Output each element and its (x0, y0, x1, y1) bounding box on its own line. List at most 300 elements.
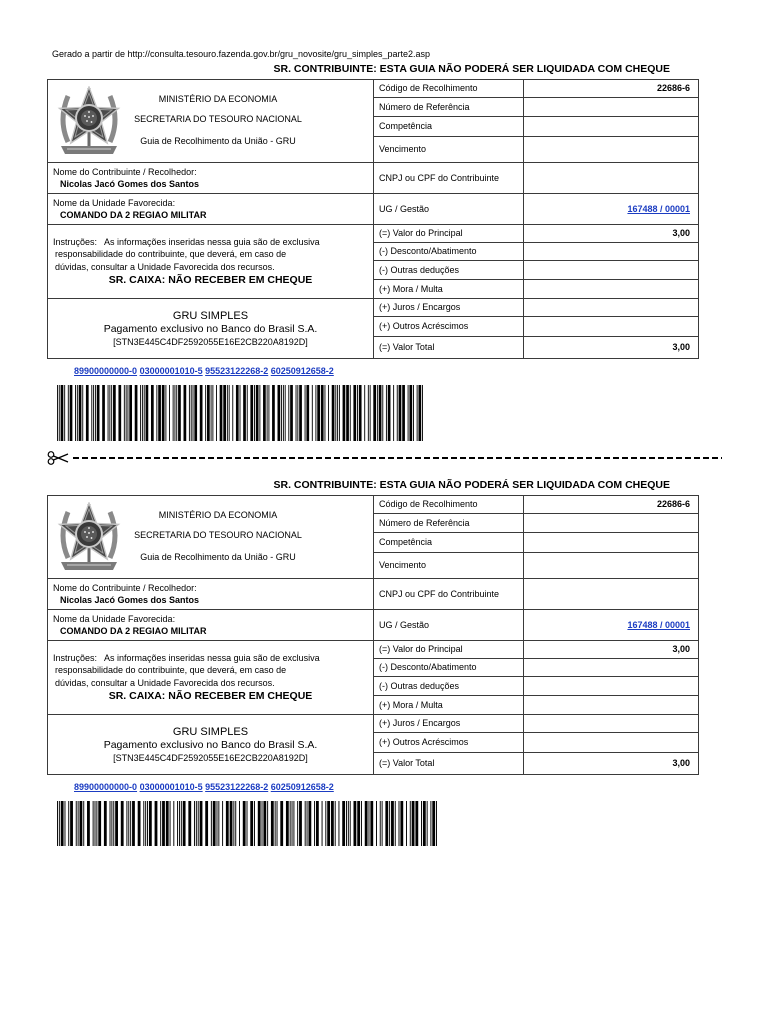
barcode-bar (110, 801, 111, 846)
barcode-bar (368, 385, 369, 441)
barcode-bar (128, 801, 129, 846)
barcode-bar (399, 385, 402, 441)
barcode-bar (174, 385, 175, 441)
beneficiary-label: Nome da Unidade Favorecida: (53, 613, 176, 624)
barcode-bar (305, 801, 306, 846)
barcode-bar (421, 801, 422, 846)
barcode-bar (138, 801, 141, 846)
barcode-bar (177, 801, 178, 846)
field-value-other-additions (524, 733, 699, 753)
payment-block (48, 299, 374, 359)
barcode-bar (422, 385, 423, 441)
barcode-bar (312, 385, 313, 441)
barcode-bar (331, 801, 334, 846)
barcode-bar (317, 385, 320, 441)
barcode-bar (409, 385, 412, 441)
barcode-bar (321, 385, 324, 441)
barcode-bar (109, 385, 110, 441)
secretariat-name: SECRETARIA DO TESOURO NACIONAL (134, 114, 302, 124)
barcode-bar (95, 801, 96, 846)
barcode-bar (335, 385, 336, 441)
barcode-bar (357, 801, 360, 846)
barcode-bar (142, 385, 143, 441)
barcode-line-field[interactable]: 03000001010-5 (139, 366, 203, 376)
barcode-bar (226, 801, 229, 846)
barcode-bar (314, 801, 315, 846)
field-label-principal: (=) Valor do Principal (374, 641, 524, 659)
barcode-bar (436, 801, 437, 846)
authentication-code: [STN3E445C4DF2592055E16E2CB220A8192D] (113, 337, 308, 347)
barcode-bar (286, 801, 289, 846)
barcode-bar (415, 801, 418, 846)
barcode-bar (205, 801, 208, 846)
barcode-bar (254, 801, 255, 846)
barcode-bar (243, 801, 246, 846)
barcode-bar (111, 385, 112, 441)
barcode-bar (211, 801, 212, 846)
payment-title: GRU SIMPLES (172, 310, 249, 322)
barcode-bar (170, 801, 171, 846)
field-label-total: (=) Valor Total (374, 753, 524, 775)
barcode-bar (124, 385, 125, 441)
barcode-bar (369, 801, 370, 846)
barcode-bar (160, 801, 161, 846)
barcode-bar (305, 385, 306, 441)
instructions-block (48, 225, 374, 299)
generated-from-text: Gerado a partir de http://consulta.tesouro.fazenda.gov.br/gru_novosite/gru_simples_parte2.asp (52, 49, 431, 59)
barcode-bar (198, 801, 199, 846)
barcode-bar (322, 801, 323, 846)
barcode-bar (357, 385, 358, 441)
barcode-bar (173, 801, 174, 846)
barcode-bar (80, 801, 83, 846)
barcode-bar (205, 385, 206, 441)
field-value-due-date (524, 137, 699, 163)
barcode-bar (315, 385, 316, 441)
field-value-reference-number (524, 98, 699, 117)
barcode-bar (59, 801, 60, 846)
instructions-line: As informações inseridas nessa guia são de exclusiva (104, 652, 320, 663)
issuer-block (48, 496, 374, 579)
barcode-bar (233, 801, 234, 846)
barcode-bar (258, 801, 261, 846)
barcode-bar (143, 801, 144, 846)
barcode (57, 385, 423, 441)
barcode-bar (283, 385, 284, 441)
barcode-bar (96, 801, 97, 846)
barcode-bar (413, 385, 414, 441)
field-value-other-deductions (524, 677, 699, 696)
authentication-code: [STN3E445C4DF2592055E16E2CB220A8192D] (113, 753, 308, 763)
barcode-bar (348, 801, 349, 846)
barcode-bar (353, 801, 356, 846)
barcode-bar (335, 801, 336, 846)
barcode-bar (223, 385, 226, 441)
barcode-bar (129, 385, 132, 441)
barcode-bar (98, 801, 101, 846)
barcode-bar (240, 385, 241, 441)
barcode-bar (95, 385, 96, 441)
barcode-bar (397, 385, 398, 441)
barcode-bar (132, 801, 135, 846)
barcode-bar (189, 385, 190, 441)
barcode-line-field[interactable]: 60250912658-2 (270, 366, 334, 376)
barcode-bar (236, 385, 239, 441)
barcode-bar (176, 385, 177, 441)
field-label-discount: (-) Desconto/Abatimento (374, 659, 524, 677)
barcode-bar (57, 385, 58, 441)
barcode-bar (418, 385, 421, 441)
barcode-line (74, 365, 334, 377)
field-value-fine (524, 280, 699, 299)
barcode-bar (229, 385, 230, 441)
barcode-line-field[interactable]: 95523122268-2 (205, 782, 269, 792)
ug-gestao-link[interactable]: 167488 / 00001 (627, 203, 690, 214)
barcode-bar (408, 385, 409, 441)
barcode-bar (359, 385, 362, 441)
instructions-line: responsabilidade do contribuinte, que deverá, em caso de (55, 665, 287, 676)
field-value-competence (524, 117, 699, 137)
barcode-bar (194, 385, 197, 441)
field-value-other-deductions (524, 261, 699, 280)
barcode-bar (86, 385, 89, 441)
field-value-taxpayer-id (524, 163, 699, 194)
barcode-bar (65, 801, 66, 846)
barcode-bar (250, 385, 253, 441)
barcode-bar (211, 385, 212, 441)
barcode-bar (292, 801, 293, 846)
cut-line (73, 457, 722, 459)
barcode-bar (380, 801, 381, 846)
barcode-bar (57, 801, 58, 846)
barcode-bar (220, 385, 223, 441)
beneficiary-name: COMANDO DA 2 REGIAO MILITAR (60, 625, 207, 636)
instructions-label: Instruções: (53, 236, 98, 247)
barcode-bar (70, 385, 73, 441)
barcode-bar (147, 801, 148, 846)
barcode-bar (353, 385, 356, 441)
barcode-bar (145, 801, 146, 846)
barcode-bar (82, 385, 83, 441)
scissors-icon (47, 451, 69, 465)
barcode-bar (271, 801, 274, 846)
field-value-taxpayer-id (524, 579, 699, 610)
barcode-bar (102, 385, 105, 441)
field-value-total: 3,00 (524, 753, 699, 775)
barcode-bar (275, 801, 276, 846)
barcode-bar (259, 385, 260, 441)
payment-title: GRU SIMPLES (172, 726, 249, 738)
barcode-bar (432, 801, 435, 846)
barcode-bar (181, 801, 182, 846)
barcode-bar (169, 385, 170, 441)
barcode-bar (297, 385, 298, 441)
field-value-discount (524, 243, 699, 261)
barcode-bar (350, 801, 351, 846)
instructions-line: As informações inseridas nessa guia são de exclusiva (104, 236, 320, 247)
instructions-line: responsabilidade do contribuinte, que deverá, em caso de (55, 249, 287, 260)
barcode-bar (324, 385, 325, 441)
barcode-bar (178, 385, 181, 441)
barcode-bar (388, 385, 391, 441)
barcode-bar (393, 385, 394, 441)
barcode-bar (263, 801, 266, 846)
barcode-bar (299, 801, 302, 846)
barcode-bar (207, 385, 210, 441)
barcode-bar (243, 385, 246, 441)
field-label-discount: (-) Desconto/Abatimento (374, 243, 524, 261)
barcode-bar (79, 385, 82, 441)
instructions-line: dúvidas, consultar a Unidade Favorecida dos recursos. (55, 261, 275, 272)
barcode-bar (216, 385, 217, 441)
barcode-bar (377, 385, 378, 441)
field-label-other-deductions: (-) Outras deduções (374, 677, 524, 696)
field-label-total: (=) Valor Total (374, 337, 524, 359)
field-label-due-date: Vencimento (374, 553, 524, 579)
barcode-bar (104, 801, 107, 846)
field-value-reference-number (524, 514, 699, 533)
barcode-bar (339, 385, 340, 441)
cashier-notice: SR. CAIXA: NÃO RECEBER EM CHEQUE (108, 274, 313, 287)
ministry-name: MINISTÉRIO DA ECONOMIA (158, 510, 278, 520)
field-value-discount (524, 659, 699, 677)
barcode-bar (361, 801, 362, 846)
barcode-bar (402, 385, 405, 441)
barcode-bar (293, 801, 294, 846)
field-label-taxpayer-id: CNPJ ou CPF do Contribuinte (374, 163, 524, 194)
barcode-bar (61, 385, 64, 441)
instructions-label: Instruções: (53, 652, 98, 663)
field-label-ug-gestao: UG / Gestão (374, 194, 524, 225)
barcode-bar (400, 801, 403, 846)
barcode-bar (267, 385, 268, 441)
secretariat-name: SECRETARIA DO TESOURO NACIONAL (134, 530, 302, 540)
barcode-bar (272, 385, 275, 441)
barcode-bar (76, 801, 77, 846)
barcode-bar (59, 385, 60, 441)
barcode-bar (376, 801, 377, 846)
barcode-bar (332, 385, 335, 441)
no-check-notice: SR. CONTRIBUINTE: ESTA GUIA NÃO PODERÁ SER LIQUIDADA COM CHEQUE (273, 63, 670, 75)
barcode-bar (191, 385, 192, 441)
barcode-bar (395, 801, 396, 846)
barcode-bar (296, 385, 297, 441)
field-label-competence: Competência (374, 533, 524, 553)
field-value-collection-code: 22686-6 (524, 496, 699, 514)
barcode-bar (423, 801, 426, 846)
barcode-bar (373, 385, 376, 441)
barcode-bar (165, 385, 166, 441)
barcode-bar (247, 385, 248, 441)
gru-form-table (47, 495, 699, 775)
barcode-bar (370, 385, 371, 441)
beneficiary-name: COMANDO DA 2 REGIAO MILITAR (60, 209, 207, 220)
barcode-bar (200, 801, 203, 846)
ministry-name: MINISTÉRIO DA ECONOMIA (158, 94, 278, 104)
barcode-bar (406, 801, 407, 846)
barcode-bar (250, 801, 253, 846)
barcode-bar (256, 385, 259, 441)
beneficiary-cell (48, 194, 374, 225)
barcode-bar (382, 385, 383, 441)
instructions-line: dúvidas, consultar a Unidade Favorecida dos recursos. (55, 677, 275, 688)
barcode-bar (135, 385, 138, 441)
bank-notice: Pagamento exclusivo no Banco do Brasil S.A. (103, 323, 318, 335)
barcode-bar (365, 801, 368, 846)
barcode-bar (232, 385, 233, 441)
field-label-other-additions: (+) Outros Acréscimos (374, 733, 524, 753)
taxpayer-label: Nome do Contribuinte / Recolhedor: (53, 582, 197, 593)
beneficiary-cell (48, 610, 374, 641)
barcode-bar (262, 801, 263, 846)
barcode-bar (140, 385, 141, 441)
barcode-bar (70, 801, 73, 846)
field-label-fine: (+) Mora / Multa (374, 696, 524, 715)
field-label-reference-number: Número de Referência (374, 98, 524, 117)
barcode-bar (399, 801, 400, 846)
field-value-ug-gestao (524, 194, 699, 225)
barcode-bar (308, 801, 311, 846)
barcode-bar (184, 385, 187, 441)
barcode-bar (127, 385, 128, 441)
barcode-bar (78, 801, 79, 846)
barcode-bar (194, 801, 195, 846)
barcode-line-field[interactable]: 03000001010-5 (139, 782, 203, 792)
barcode-bar (77, 385, 78, 441)
barcode-bar (196, 801, 197, 846)
barcode-bar (213, 801, 216, 846)
barcode-bar (263, 385, 266, 441)
barcode-bar (111, 801, 112, 846)
barcode-bar (146, 385, 149, 441)
taxpayer-cell (48, 163, 374, 194)
barcode-bar (297, 801, 298, 846)
barcode-bar (235, 801, 236, 846)
barcode-bar (391, 801, 394, 846)
field-label-principal: (=) Valor do Principal (374, 225, 524, 243)
barcode-bar (281, 385, 282, 441)
field-label-competence: Competência (374, 117, 524, 137)
barcode-bar (68, 385, 69, 441)
instructions-block (48, 641, 374, 715)
barcode-bar (417, 385, 418, 441)
barcode-bar (151, 385, 154, 441)
barcode-bar (126, 801, 127, 846)
barcode-bar (346, 801, 347, 846)
barcode-line-field[interactable]: 60250912658-2 (270, 782, 334, 792)
barcode-bar (328, 385, 329, 441)
ug-gestao-link[interactable]: 167488 / 00001 (627, 619, 690, 630)
field-value-principal: 3,00 (524, 225, 699, 243)
barcode-line-field[interactable]: 89900000000-0 (74, 782, 138, 792)
taxpayer-label: Nome do Contribuinte / Recolhedor: (53, 166, 197, 177)
taxpayer-name: Nicolas Jacó Gomes dos Santos (60, 594, 200, 605)
field-value-total: 3,00 (524, 337, 699, 359)
barcode-bar (68, 801, 69, 846)
barcode-bar (126, 385, 127, 441)
field-label-taxpayer-id: CNPJ ou CPF do Contribuinte (374, 579, 524, 610)
field-value-fine (524, 696, 699, 715)
barcode-bar (277, 801, 278, 846)
barcode-bar (217, 801, 218, 846)
barcode-bar (343, 385, 346, 441)
barcode-bar (156, 385, 157, 441)
issuer-block (48, 80, 374, 163)
barcode-bar (200, 385, 203, 441)
barcode-line-field[interactable]: 89900000000-0 (74, 366, 138, 376)
barcode-bar (307, 801, 308, 846)
barcode-bar (188, 801, 191, 846)
barcode-bar (222, 801, 223, 846)
barcode-bar (121, 801, 124, 846)
field-label-interest: (+) Juros / Encargos (374, 299, 524, 317)
barcode-bar (342, 801, 345, 846)
field-value-ug-gestao (524, 610, 699, 641)
barcode-bar (290, 385, 293, 441)
barcode-bar (337, 385, 338, 441)
barcode-bar (83, 801, 84, 846)
barcode-bar (385, 801, 388, 846)
barcode-bar (212, 385, 213, 441)
field-value-due-date (524, 553, 699, 579)
barcode-bar (327, 801, 330, 846)
barcode-bar (346, 385, 349, 441)
field-value-other-additions (524, 317, 699, 337)
barcode (57, 801, 437, 846)
barcode-bar (115, 801, 118, 846)
barcode-bar (144, 385, 145, 441)
barcode-bar (299, 385, 302, 441)
barcode-bar (325, 801, 326, 846)
field-value-principal: 3,00 (524, 641, 699, 659)
barcode-bar (285, 385, 286, 441)
field-label-collection-code: Código de Recolhimento (374, 80, 524, 98)
barcode-line (74, 781, 334, 793)
field-value-competence (524, 533, 699, 553)
field-label-due-date: Vencimento (374, 137, 524, 163)
barcode-bar (87, 801, 90, 846)
field-label-reference-number: Número de Referência (374, 514, 524, 533)
barcode-bar (278, 385, 281, 441)
bank-notice: Pagamento exclusivo no Banco do Brasil S.A. (103, 739, 318, 751)
barcode-bar (162, 385, 165, 441)
field-label-interest: (+) Juros / Encargos (374, 715, 524, 733)
field-label-other-deductions: (-) Outras deduções (374, 261, 524, 280)
barcode-bar (364, 385, 365, 441)
barcode-bar (64, 385, 65, 441)
barcode-bar (118, 385, 121, 441)
form-name: Guia de Recolhimento da União - GRU (140, 552, 296, 562)
barcode-line-field[interactable]: 95523122268-2 (205, 366, 269, 376)
field-label-other-additions: (+) Outros Acréscimos (374, 317, 524, 337)
barcode-bar (338, 801, 339, 846)
barcode-bar (427, 801, 428, 846)
barcode-bar (61, 801, 64, 846)
barcode-bar (239, 801, 240, 846)
barcode-bar (113, 385, 116, 441)
barcode-bar (218, 801, 219, 846)
barcode-bar (370, 801, 373, 846)
barcode-bar (113, 801, 114, 846)
barcode-bar (75, 385, 76, 441)
barcode-bar (316, 801, 319, 846)
barcode-bar (155, 801, 158, 846)
barcode-bar (162, 801, 165, 846)
field-label-ug-gestao: UG / Gestão (374, 610, 524, 641)
barcode-bar (166, 801, 169, 846)
field-value-interest (524, 715, 699, 733)
barcode-bar (183, 801, 186, 846)
